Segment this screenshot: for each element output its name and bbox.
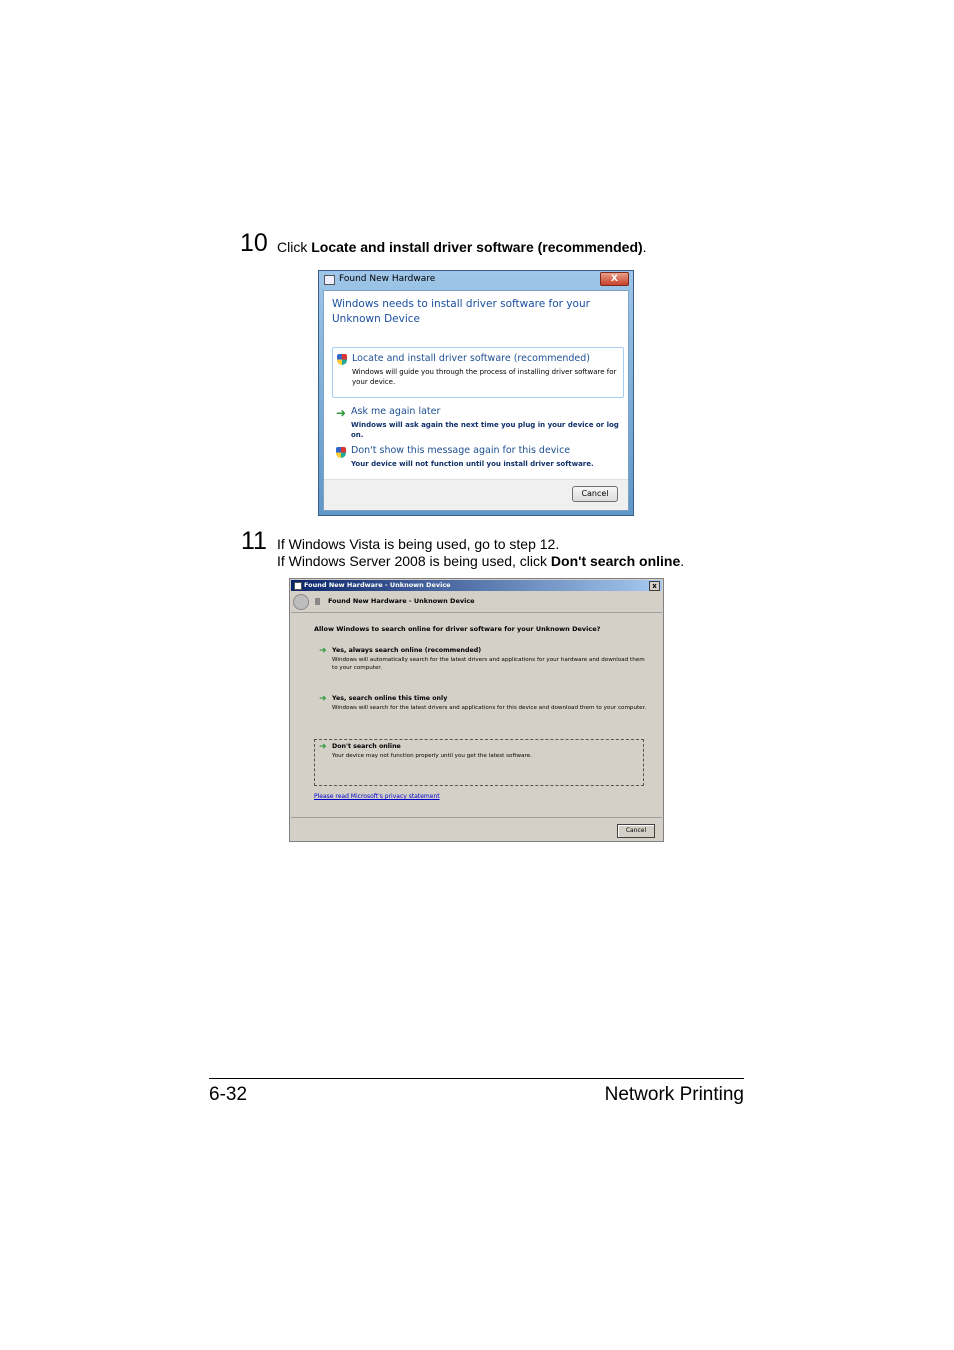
option-dont-search[interactable] (314, 739, 644, 786)
option-dont-show[interactable] (332, 442, 622, 472)
wizard-title: Found New Hardware - Unknown Device (328, 597, 475, 605)
dialog-titlebar (319, 271, 633, 288)
option-title: Yes, search online this time only (332, 695, 448, 702)
arrow-right-icon: ➜ (319, 742, 327, 752)
cancel-button[interactable]: Cancel (617, 824, 655, 838)
arrow-right-icon: ➜ (336, 406, 347, 420)
step-instruction (277, 536, 684, 570)
hardware-icon (294, 582, 302, 590)
instruction-emphasis: Locate and install driver software (recommended) (311, 239, 643, 255)
page-number: 6-32 (209, 1084, 248, 1105)
shield-icon (336, 447, 346, 458)
close-button[interactable]: x (649, 581, 660, 591)
wizard-question: Allow Windows to search online for driver software for your Unknown Device? (314, 625, 601, 633)
instruction-emphasis: Don't search online (550, 553, 681, 569)
dialog-footer (291, 817, 662, 834)
device-icon (315, 598, 320, 605)
wizard-nav-bar (291, 592, 662, 613)
footer-rule (209, 1078, 744, 1079)
privacy-statement-link[interactable]: Please read Microsoft's privacy statement (314, 793, 440, 800)
shield-icon (337, 354, 347, 365)
option-description: Your device may not function properly until you get the latest software. (332, 753, 532, 759)
unknown-device-dialog (289, 578, 664, 842)
option-ask-later[interactable] (332, 403, 622, 439)
option-description: Windows will automatically search for the latest drivers and applications for your hardware and download them to your computer. (332, 657, 645, 671)
cancel-button[interactable]: Cancel (572, 486, 618, 502)
instruction-line (277, 553, 684, 570)
option-title: Yes, always search online (recommended) (332, 647, 482, 654)
instruction-suffix: . (680, 553, 685, 569)
arrow-right-icon: ➜ (319, 646, 327, 656)
instruction-prefix: Click (277, 239, 312, 255)
dialog-heading: Windows needs to install driver software for your Unknown Device (332, 298, 590, 325)
section-title: Network Printing (604, 1084, 744, 1105)
option-always-search[interactable] (317, 646, 645, 677)
instruction-suffix: . (642, 239, 647, 255)
arrow-right-icon: ➜ (319, 694, 327, 704)
option-locate-install[interactable] (332, 347, 624, 398)
back-arrow-icon[interactable] (293, 594, 309, 610)
dialog-content (323, 290, 629, 511)
option-title: Don't show this message again for this device (351, 445, 571, 456)
hardware-icon (324, 275, 335, 285)
dialog-titlebar (291, 580, 662, 591)
option-title: Locate and install driver software (recommended) (352, 353, 590, 364)
option-description: Windows will guide you through the process of installing driver software for your device. (352, 368, 617, 386)
option-description: Windows will search for the latest drivers and applications for this device and download them to your computer. (332, 705, 647, 711)
option-title: Ask me again later (351, 406, 441, 417)
step-number: 11 (241, 527, 267, 555)
step-instruction (277, 239, 647, 256)
option-description: Windows will ask again the next time you plug in your device or log on. (351, 421, 619, 439)
dialog-footer (324, 479, 628, 510)
found-new-hardware-dialog (318, 270, 634, 516)
option-description: Your device will not function until you install driver software. (351, 460, 594, 468)
option-title: Don't search online (332, 743, 401, 750)
dialog-title: Found New Hardware - Unknown Device (304, 581, 451, 589)
option-search-once[interactable] (317, 694, 647, 725)
instruction-line: If Windows Vista is being used, go to step 12. (277, 536, 560, 552)
dialog-title: Found New Hardware (339, 274, 436, 284)
close-button[interactable]: X (600, 272, 629, 286)
step-number: 10 (240, 229, 268, 257)
instruction-prefix: If Windows Server 2008 is being used, click (277, 553, 551, 569)
